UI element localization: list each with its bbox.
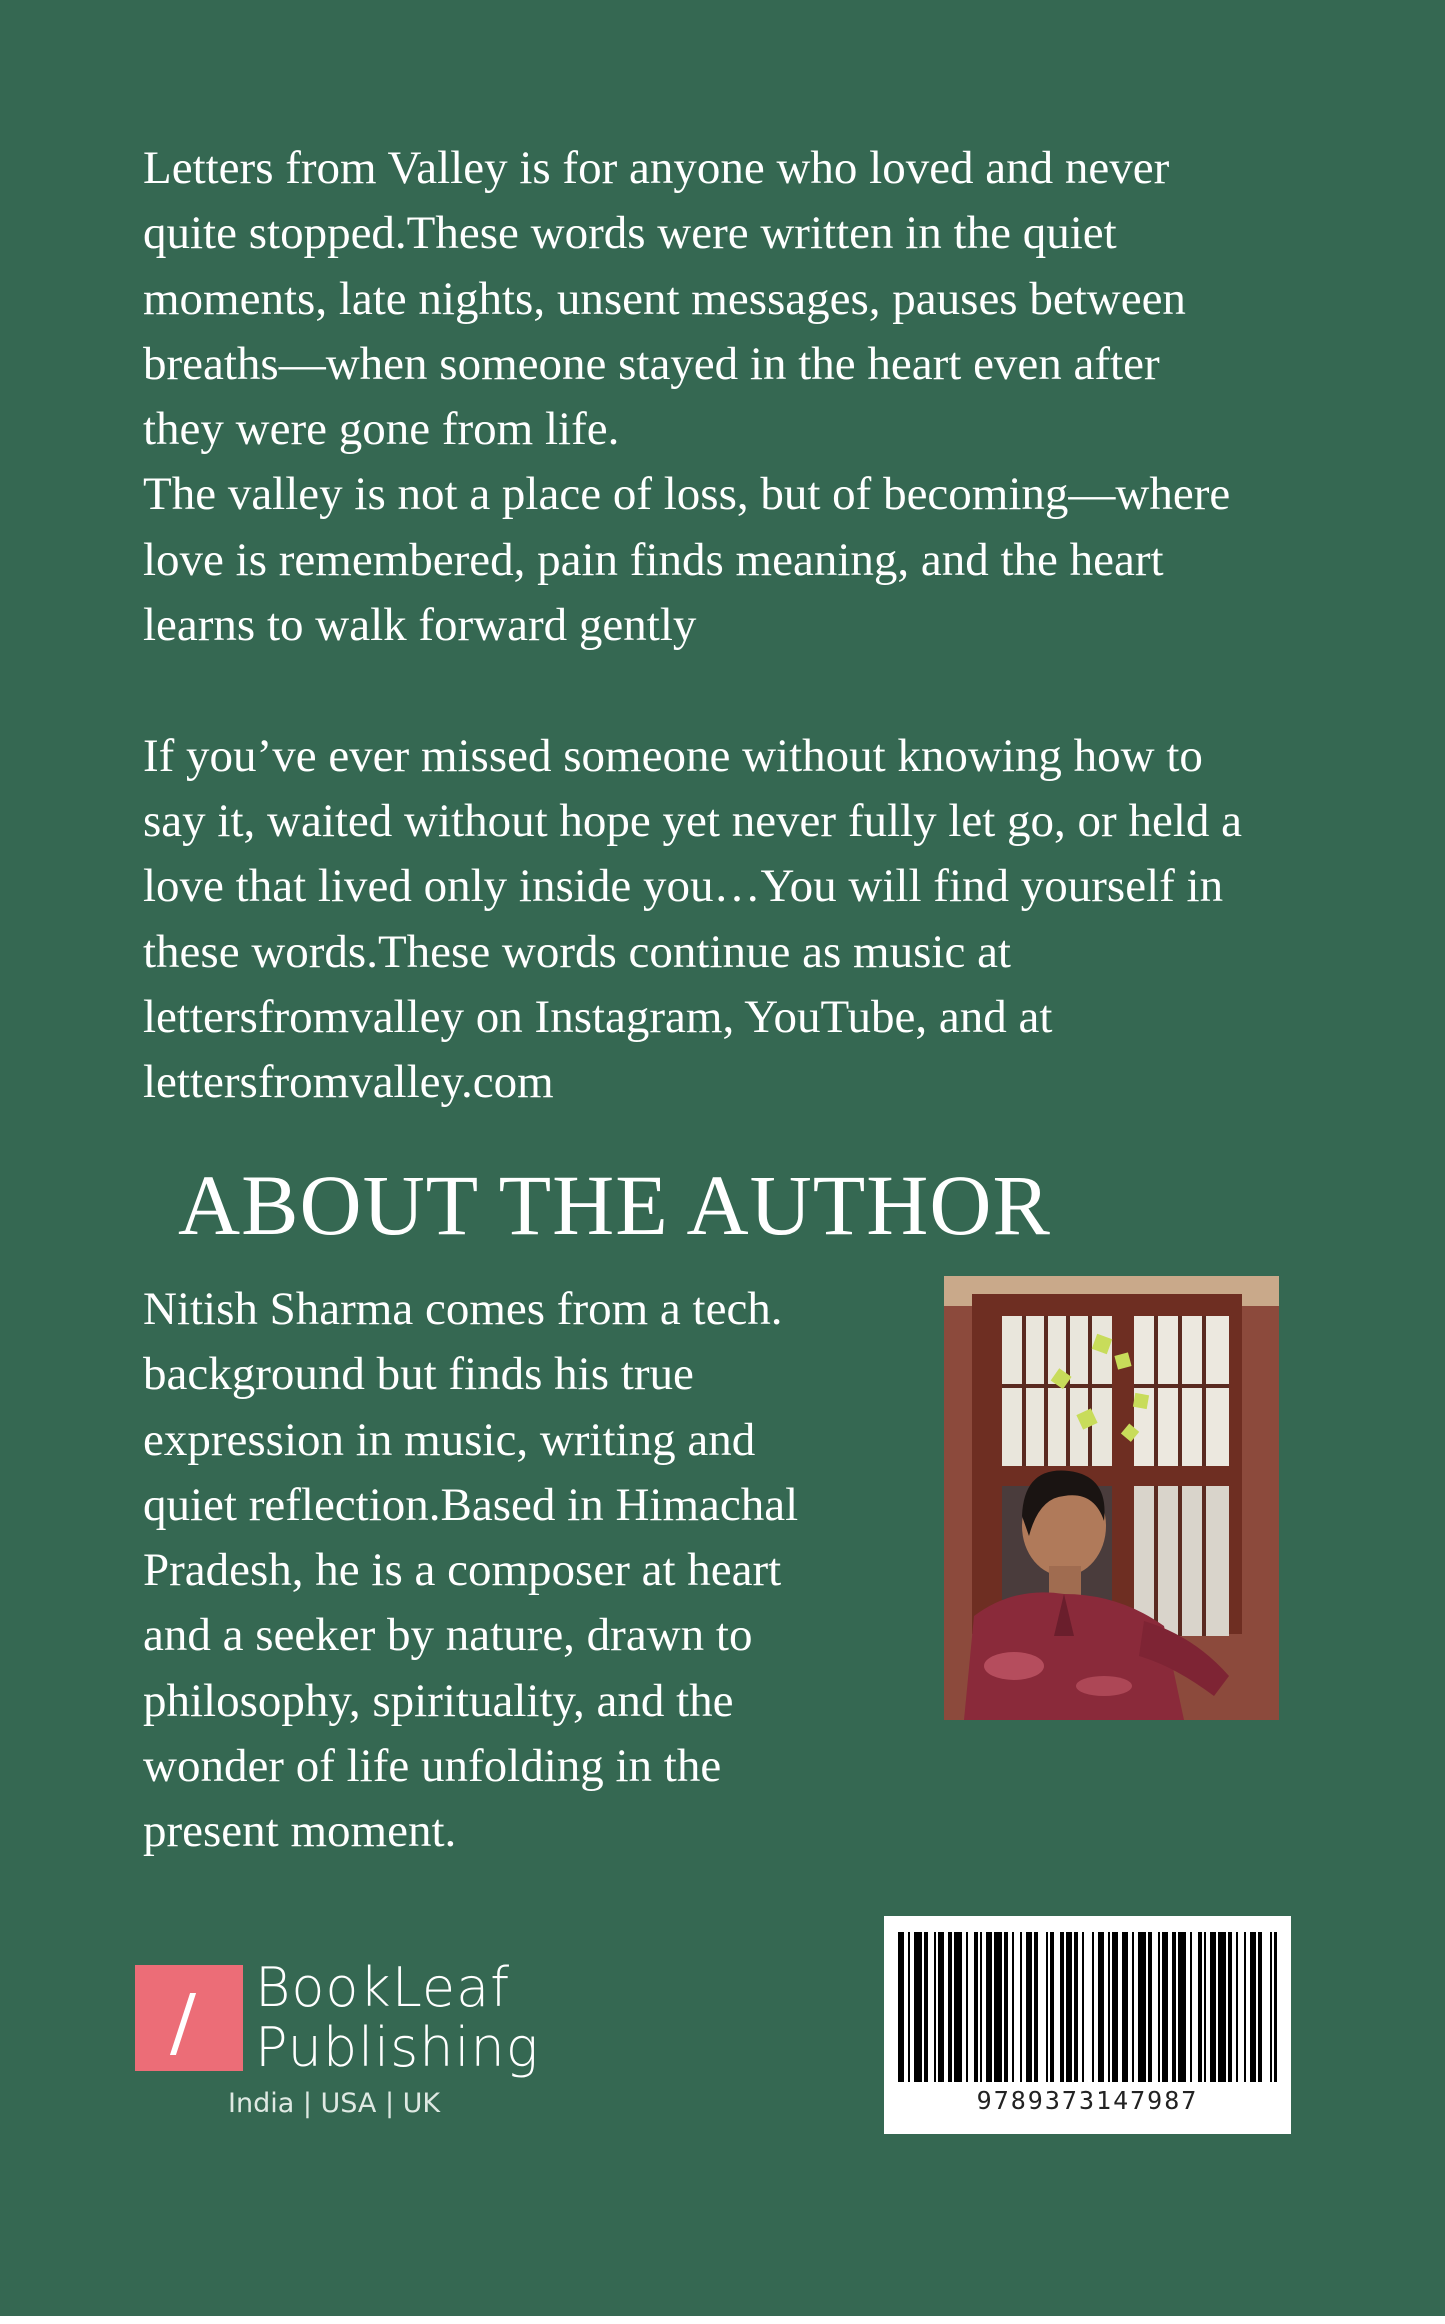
bio-line: and a seeker by nature, drawn to	[143, 1609, 753, 1662]
blurb-line: The valley is not a place of loss, but of becoming—where	[143, 468, 1231, 521]
blurb-line: lettersfromvalley on Instagram, YouTube, and at	[143, 990, 1053, 1043]
blurb-line: these words.These words continue as music at	[143, 925, 1011, 978]
blurb-line: If you’ve ever missed someone without knowing how to	[143, 729, 1203, 782]
blurb-line: love that lived only inside you…You will find yourself in	[143, 860, 1224, 913]
bio-line: Nitish Sharma comes from a tech.	[143, 1283, 783, 1335]
blurb-line: quite stopped.These words were written in the quiet	[143, 207, 1117, 260]
blurb-line: Letters from Valley is for anyone who loved and never	[143, 142, 1170, 194]
bio-line: expression in music, writing and	[143, 1413, 756, 1466]
bio-line: wonder of life unfolding in the	[143, 1740, 722, 1793]
blurb-line: moments, late nights, unsent messages, pauses between	[143, 272, 1186, 325]
blurb-line: lettersfromvalley.com	[143, 1056, 554, 1109]
author-bio	[143, 1277, 903, 1865]
author-photo	[944, 1276, 1279, 1720]
bookleaf-mark-icon	[135, 1965, 243, 2071]
bio-line: Pradesh, he is a composer at heart	[143, 1544, 782, 1597]
bio-line: quiet reflection.Based in Himachal	[143, 1478, 799, 1531]
blurb-line: say it, waited without hope yet never fully let go, or held a	[143, 794, 1242, 847]
publisher-countries: India | USA | UK	[228, 2088, 441, 2119]
blurb-line: love is remembered, pain finds meaning, and the heart	[143, 533, 1164, 586]
slash-glyph	[170, 1993, 196, 2055]
blurb-line: learns to walk forward gently	[143, 599, 697, 652]
book-blurb	[143, 136, 1343, 1115]
barcode-bars	[884, 1916, 1291, 2086]
bio-line: background but finds his true	[143, 1348, 694, 1401]
publisher-name-line1: BookLeaf	[255, 1956, 511, 2019]
blurb-line: breaths—when someone stayed in the heart even after	[143, 337, 1160, 390]
bio-line: present moment.	[143, 1805, 457, 1858]
publisher-logo	[135, 1958, 555, 2138]
publisher-name	[255, 1958, 539, 2078]
about-author-heading: ABOUT THE AUTHOR	[178, 1157, 1051, 1253]
paragraph-spacer	[143, 658, 1343, 723]
bio-line: philosophy, spirituality, and the	[143, 1674, 734, 1727]
blurb-line: they were gone from life.	[143, 403, 620, 456]
publisher-name-line2: Publishing	[255, 2016, 540, 2079]
isbn-barcode	[884, 1916, 1291, 2134]
isbn-digits: 9789373147987	[976, 2086, 1199, 2115]
